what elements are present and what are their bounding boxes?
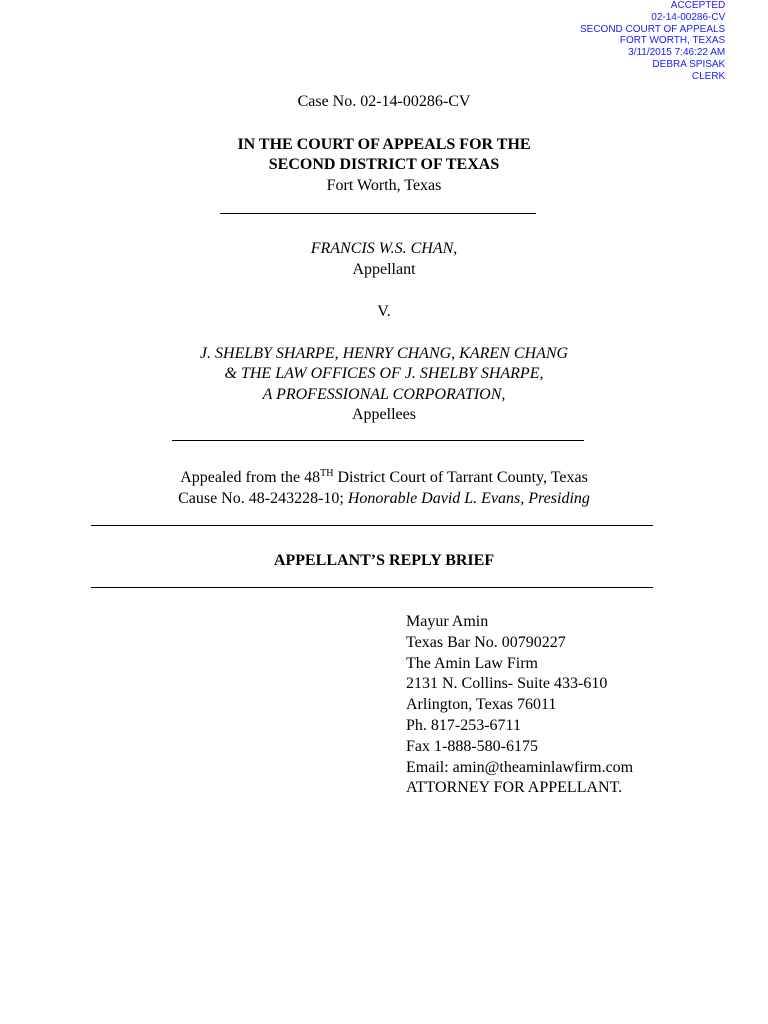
attorney-signature-block (406, 612, 633, 799)
cause-number-line (0, 489, 768, 509)
attorney-line: Mayur Amin (406, 613, 489, 630)
brief-title: APPELLANT’S REPLY BRIEF (273, 552, 495, 569)
appellees-role: Appellees (352, 406, 416, 423)
case-number: Case No. 02-14-00286-CV (297, 93, 471, 110)
attorney-line: The Amin Law Firm (406, 654, 538, 672)
appellant-name: FRANCIS W.S. CHAN (310, 240, 454, 257)
attorney-line: Ph. 817-253-6711 (406, 716, 521, 734)
appellant-role: Appellant (352, 261, 416, 278)
court-name-line-2: SECOND DISTRICT OF TEXAS (268, 156, 500, 173)
attorney-line: Arlington, Texas 76011 (406, 696, 557, 714)
stamp-line-court: SECOND COURT OF APPEALS (580, 23, 726, 35)
appellees-line-2: & THE LAW OFFICES OF J. SHELBY SHARPE, (224, 365, 544, 382)
appeal-source-suffix: District Court of Tarrant County, Texas (333, 469, 588, 486)
presiding-judge: Honorable David L. Evans, Presiding (347, 490, 590, 507)
attorney-line: Fax 1-888-580-6175 (406, 737, 538, 755)
title-divider-bottom (91, 587, 653, 588)
caption-divider-long (172, 440, 584, 441)
appellant-line (0, 239, 768, 259)
attorney-line: ATTORNEY FOR APPELLANT. (406, 779, 623, 797)
stamp-line-clerk-title: CLERK (691, 70, 726, 82)
appellees-line-1: J. SHELBY SHARPE, HENRY CHANG, KAREN CHANG (199, 345, 569, 362)
appeal-source-prefix: Appealed from the 48 (180, 469, 321, 486)
appellant-comma: , (453, 240, 458, 257)
caption-divider-short (220, 213, 536, 214)
court-location: Fort Worth, Texas (326, 177, 442, 194)
title-divider-top (91, 525, 653, 526)
appeal-source-line (0, 468, 768, 488)
stamp-line-case-number: 02-14-00286-CV (651, 11, 726, 23)
stamp-line-accepted: ACCEPTED (670, 0, 726, 11)
clerk-acceptance-stamp (580, 0, 725, 83)
court-name-line-1: IN THE COURT OF APPEALS FOR THE (237, 136, 531, 153)
stamp-line-city: FORT WORTH, TEXAS (619, 35, 726, 47)
stamp-line-clerk-name: DEBRA SPISAK (652, 58, 726, 70)
cause-number: Cause No. 48-243228-10; (178, 490, 348, 507)
ordinal-suffix: TH (320, 468, 334, 479)
attorney-line: Email: amin@theaminlawfirm.com (406, 758, 634, 776)
stamp-line-timestamp: 3/11/2015 7:46:22 AM (628, 47, 726, 59)
appellees-line-3: A PROFESSIONAL CORPORATION, (262, 386, 506, 403)
versus: V. (377, 303, 391, 320)
attorney-line: Texas Bar No. 00790227 (406, 633, 566, 651)
attorney-line: 2131 N. Collins- Suite 433-610 (406, 675, 608, 693)
